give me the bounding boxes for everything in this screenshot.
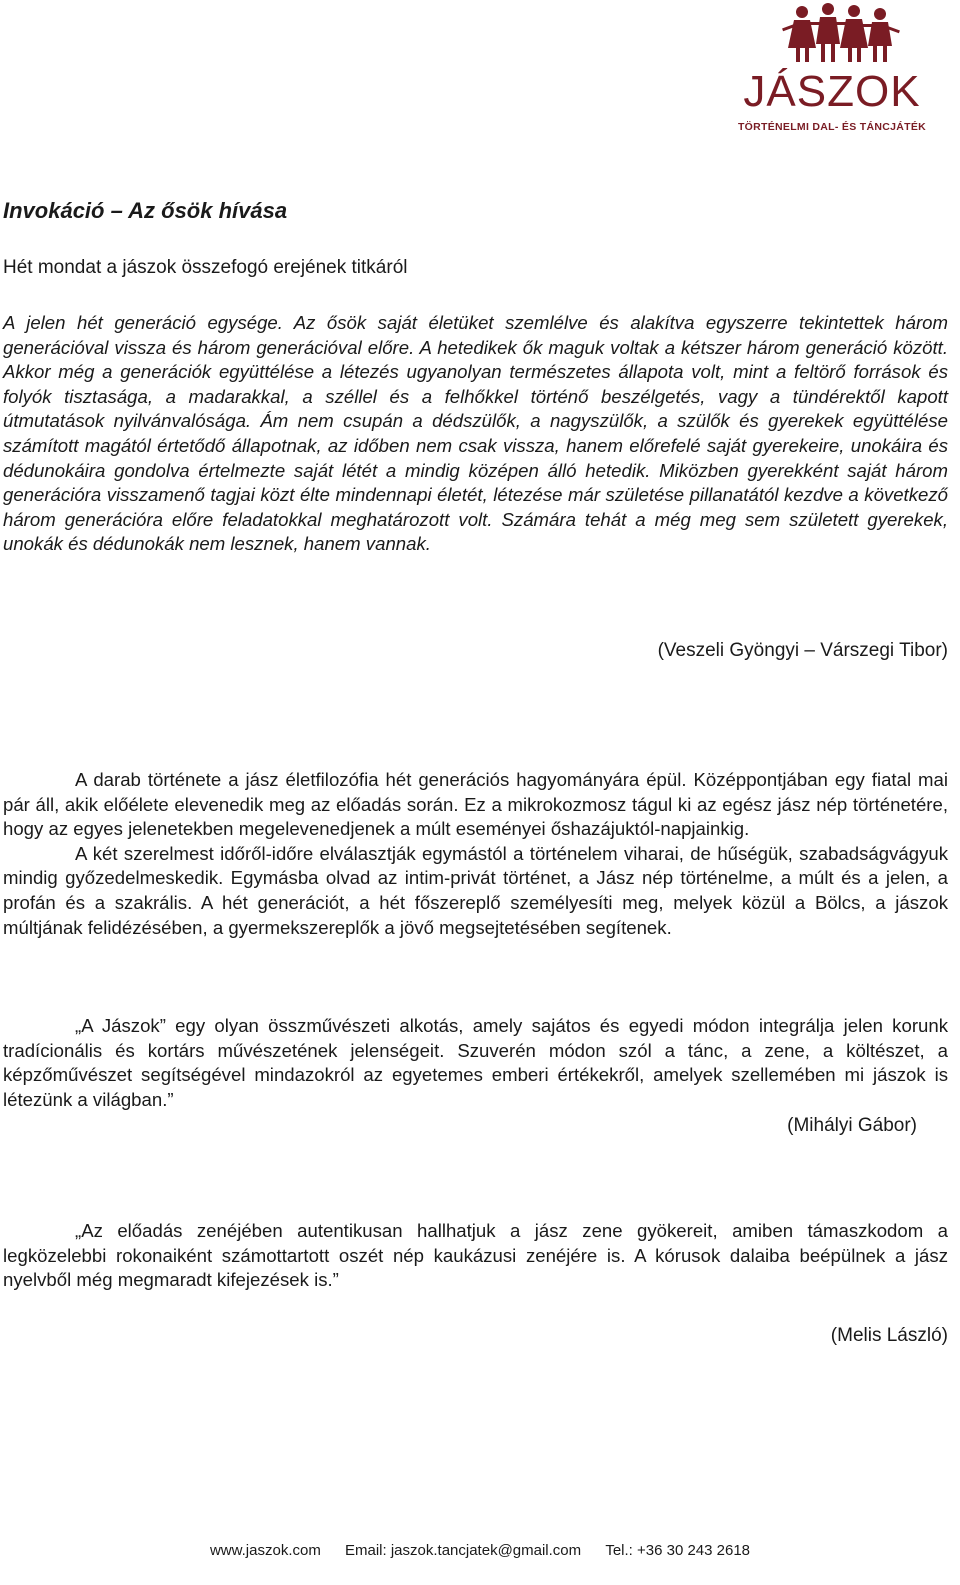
dancers-icon: [716, 0, 948, 70]
footer: [0, 1541, 960, 1561]
logo-subtitle: TÖRTÉNELMI DAL- ÉS TÁNCJÁTÉK: [737, 121, 927, 133]
quote-1-section: [3, 1014, 948, 1112]
quote-1-text: „A Jászok” egy olyan összművészeti alkotás, amely sajátos és egyedi módon integrálja jelen korunk tradícionális és kortárs művészetének jelenségeit. Szuverén módon szól a tánc, a zene, a költészet, a képzőművészet segítségével mindazokról az egyetemes emberi értékekről, amelyek szellemében mi jászok is létezünk a világban.”: [3, 1015, 948, 1110]
invocation-section: [3, 311, 948, 557]
story-paragraph-2: A két szerelmest időről-időre elválasztják egymástól a történelem viharai, de hűségük, szabadságvágyuk mindig győzedelmeskedik. Egymásba olvad az intim-privát történet, a Jász nép történelme, a múlt és a jelen, a profán és a szakrális. A hét generációt, a hét főszereplő személyesíti meg, melyek közül a Bölcs, a jászok múltjának felidézésében, a gyermekszereplők a jövő megsejtetésében segítenek.: [3, 842, 948, 938]
story-paragraph-1: A darab története a jász életfilozófia hét generációs hagyományára épül. Középpontjában egy fiatal mai pár áll, akik előélete elevenedik meg az előadás során. Ez a mikrokozmosz tágul ki az egész jász nép történetére, hogy az egyes jelenetekben megelevenedjenek a múlt eseményei őshazájuktól-napjainkig.: [3, 769, 948, 840]
quote-2-section: [3, 1219, 948, 1293]
quote-2-text: „Az előadás zenéjében autentikusan hallhatjuk a jász zene gyökereit, amiben támaszkodom a legközelebbi rokonaiként számottartott oszét nép kaukázusi zenéjére is. A kórusok dalaiba beépülnek a jász nyelvből még megmaradt kifejezések is.”: [3, 1220, 948, 1291]
invocation-subtitle: Hét mondat a jászok összefogó erejének titkáról: [3, 257, 408, 278]
logo-title: JÁSZOK: [743, 67, 921, 116]
invocation-title: Invokáció – Az ősök hívása: [3, 198, 288, 223]
invocation-credit: (Veszeli Gyöngyi – Várszegi Tibor): [657, 640, 948, 661]
story-section: [3, 768, 948, 940]
footer-phone: Tel.: +36 30 243 2618: [605, 1542, 751, 1559]
quote-1-credit: (Mihályi Gábor): [787, 1115, 917, 1136]
footer-email[interactable]: Email: jaszok.tancjatek@gmail.com: [345, 1542, 582, 1559]
invocation-text: A jelen hét generáció egysége. Az ősök saját életüket szemlélve és alakítva egyszerre tekintettek három generációval vissza és három generációval előre. A hetedikek ők maguk voltak a kétszer három generáció között. Akkor még a generációk együttélése a létezés ugyanolyan természetes állapota volt, mint a feltörő források és folyók tisztasága, a madarakkal, a széllel és a felhőkkel történő beszélgetés, vagy a tündérektől kapott útmutatások nyilvánvalósága. Ám nem csupán a dédszülők, a nagyszülők, a szülők és gyerekek együttélése számított magától értetődő állapotnak, az időben nem csak vissza, hanem előrefelé saját gyerekeire, unokáira és dédunokáira gondolva értelmezte saját létét a mindig középen álló hetedik. Miközben gyerekként saját három generációra visszamenő tagjai közt élte mindennapi életét, létezése már születése pillanatától kezdve a következő három generációra előre feladatokkal meghatározott volt. Számára tehát a még meg sem született gyerekek, unokák és dédunokák nem lesznek, hanem vannak.: [3, 312, 948, 555]
jaszok-logo: [716, 0, 948, 140]
quote-2-credit: (Melis László): [830, 1325, 948, 1346]
footer-website[interactable]: www.jaszok.com: [209, 1542, 321, 1559]
